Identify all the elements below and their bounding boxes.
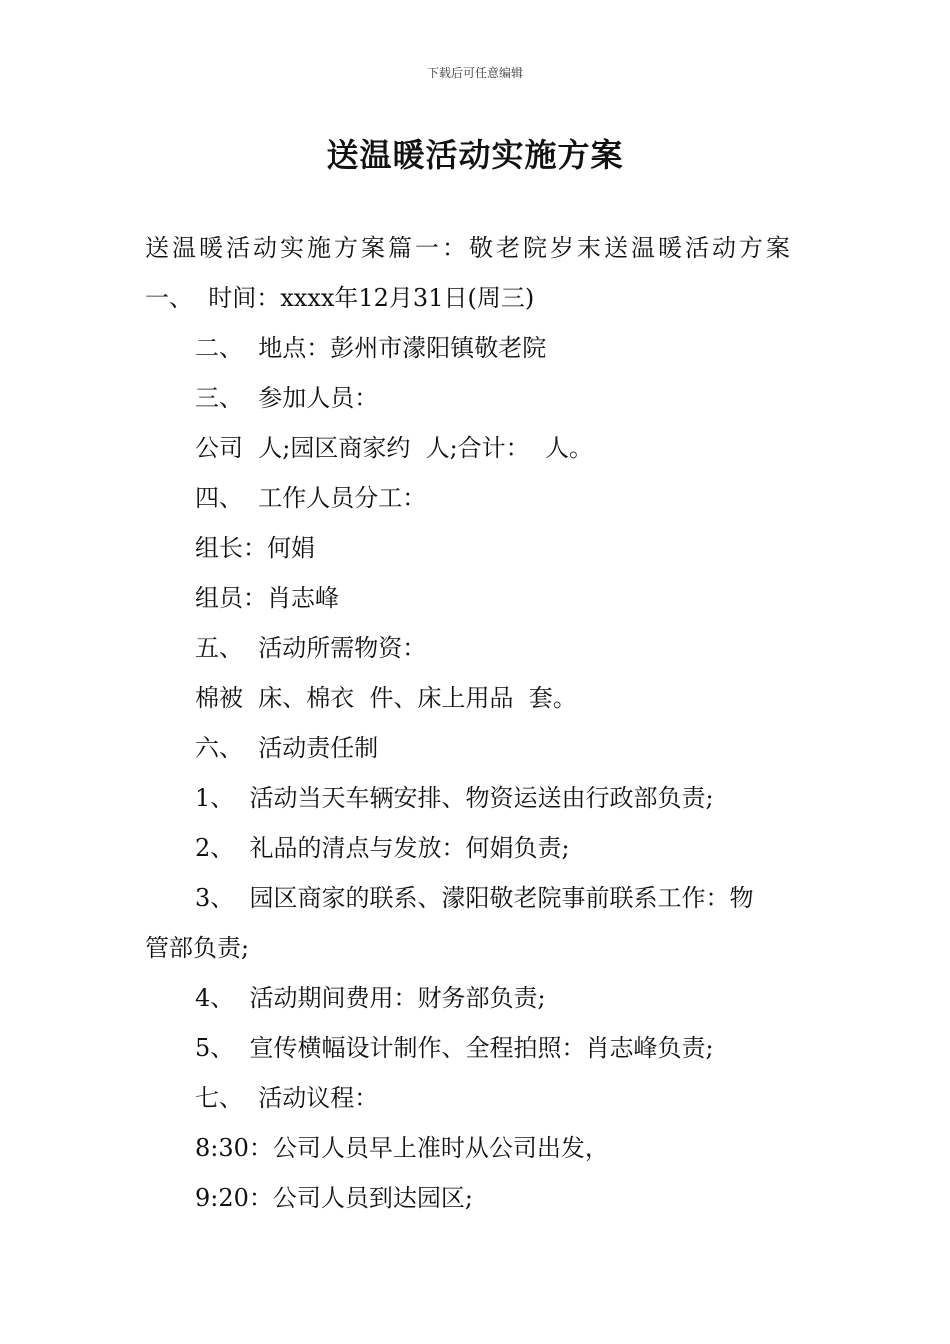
section-time: 一、 时间：xxxx年12月31日(周三) bbox=[145, 284, 535, 312]
section-participants: 三、 参加人员： bbox=[195, 384, 379, 412]
section-location: 二、 地点：彭州市濛阳镇敬老院 bbox=[195, 334, 547, 362]
participants-detail: 公司 人;园区商家约 人;合计： 人。 bbox=[195, 434, 593, 462]
responsibility-item-5: 5、 宣传横幅设计制作、全程拍照：肖志峰负责; bbox=[195, 1034, 714, 1062]
page-header-note: 下载后可任意编辑 bbox=[426, 66, 523, 80]
section-agenda: 七、 活动议程： bbox=[195, 1084, 379, 1112]
responsibility-item-1: 1、 活动当天车辆安排、物资运送由行政部负责; bbox=[195, 784, 714, 812]
responsibility-item-2: 2、 礼品的清点与发放：何娟负责; bbox=[195, 834, 570, 862]
section-supplies: 五、 活动所需物资： bbox=[195, 634, 427, 662]
responsibility-item-4: 4、 活动期间费用：财务部负责; bbox=[195, 984, 546, 1012]
agenda-item-1: 8:30：公司人员早上准时从公司出发， bbox=[195, 1134, 609, 1162]
document-subtitle: 送温暖活动实施方案篇一：敬老院岁末送温暖活动方案 bbox=[145, 234, 793, 262]
supplies-detail: 棉被 床、棉衣 件、床上用品 套。 bbox=[195, 684, 577, 712]
agenda-item-2: 9:20：公司人员到达园区; bbox=[195, 1184, 473, 1212]
team-leader: 组长：何娟 bbox=[195, 534, 315, 562]
responsibility-item-3-cont: 管部负责; bbox=[145, 934, 250, 962]
section-staff-division: 四、 工作人员分工： bbox=[195, 484, 427, 512]
section-responsibility: 六、 活动责任制 bbox=[195, 734, 379, 762]
document-title: 送温暖活动实施方案 bbox=[326, 136, 624, 174]
team-member: 组员：肖志峰 bbox=[195, 584, 339, 612]
responsibility-item-3: 3、 园区商家的联系、濛阳敬老院事前联系工作：物 bbox=[195, 884, 754, 912]
